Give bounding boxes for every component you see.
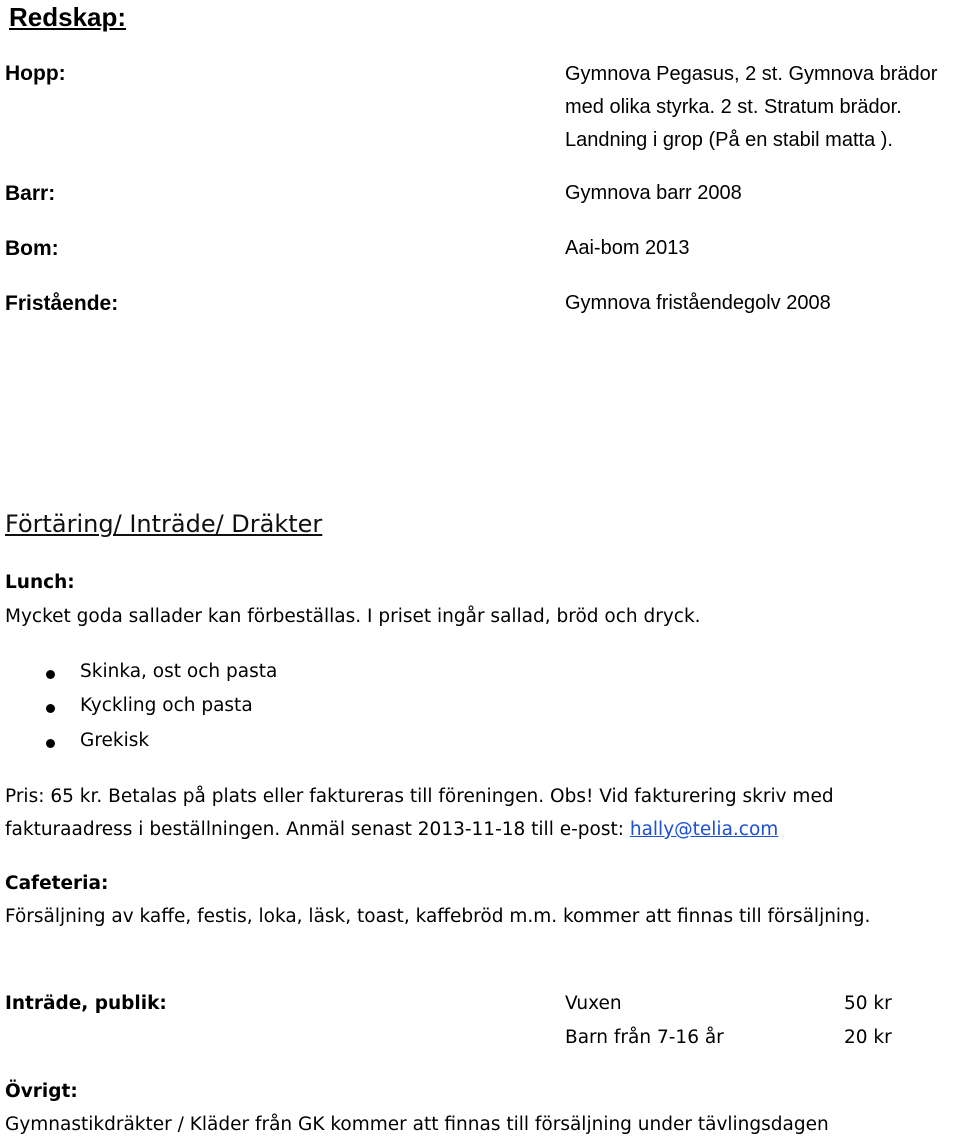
equipment-heading: Redskap: bbox=[9, 2, 127, 32]
equipment-value-hopp-line1: Gymnova Pegasus, 2 st. Gymnova brädor bbox=[565, 63, 938, 85]
equipment-value-hopp-line2: med olika styrka. 2 st. Stratum brädor. bbox=[565, 96, 902, 118]
food-heading: Förtäring/ Inträde/ Dräkter bbox=[5, 510, 323, 538]
bullet-icon bbox=[46, 670, 55, 679]
equipment-label-hopp: Hopp: bbox=[5, 62, 66, 85]
entrance-price: 50 kr bbox=[844, 993, 892, 1014]
cafe-text: Försäljning av kaffe, festis, loka, läsk, toast, kaffebröd m.m. kommer att finnas till försäljning. bbox=[5, 906, 871, 927]
equipment-label-bom: Bom: bbox=[5, 237, 59, 260]
lunch-text: Mycket goda sallader kan förbeställas. I priset ingår sallad, bröd och dryck. bbox=[5, 606, 701, 627]
cafe-label: Cafeteria: bbox=[5, 873, 109, 894]
lunch-label: Lunch: bbox=[5, 572, 75, 593]
menu-item: Kyckling och pasta bbox=[80, 695, 253, 716]
entrance-group: Vuxen bbox=[565, 993, 622, 1014]
equipment-value-hopp-line3: Landning i grop (På en stabil matta ). bbox=[565, 129, 893, 151]
entrance-price: 20 kr bbox=[844, 1027, 892, 1048]
price-text-line2: fakturaadress i beställningen. Anmäl senast 2013-11-18 till e-post: hally@telia.com bbox=[5, 819, 779, 840]
bullet-icon bbox=[46, 739, 55, 748]
entrance-group: Barn från 7-16 år bbox=[565, 1027, 724, 1048]
bullet-icon bbox=[46, 704, 55, 713]
equipment-value-bom: Aai-bom 2013 bbox=[565, 237, 690, 259]
entrance-label: Inträde, publik: bbox=[5, 993, 167, 1014]
other-label: Övrigt: bbox=[5, 1081, 78, 1102]
equipment-value-barr: Gymnova barr 2008 bbox=[565, 182, 742, 204]
other-text: Gymnastikdräkter / Kläder från GK kommer att finnas till försäljning under tävlingsdagen bbox=[5, 1114, 829, 1135]
email-link[interactable]: hally@telia.com bbox=[629, 819, 779, 840]
equipment-label-fristaende: Fristående: bbox=[5, 292, 119, 315]
equipment-value-fristaende: Gymnova friståendegolv 2008 bbox=[565, 292, 831, 314]
price-text-line1: Pris: 65 kr. Betalas på plats eller faktureras till föreningen. Obs! Vid fakturering skriv med bbox=[5, 786, 834, 807]
menu-item: Skinka, ost och pasta bbox=[80, 661, 278, 682]
menu-item: Grekisk bbox=[80, 730, 150, 751]
equipment-label-barr: Barr: bbox=[5, 182, 56, 205]
